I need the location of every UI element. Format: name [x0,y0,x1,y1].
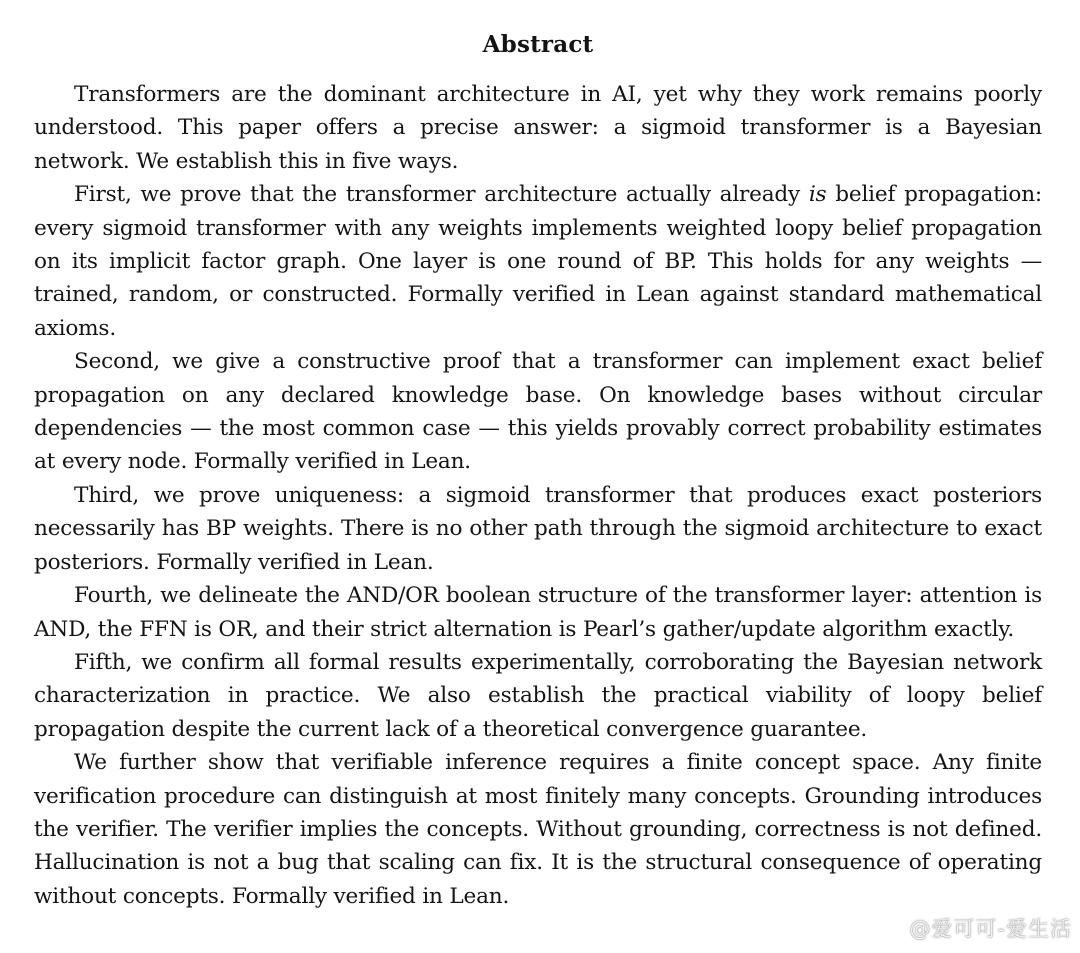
abstract-heading: Abstract [482,31,594,58]
abstract-paragraph-6: Fifth, we confirm all formal results experimentally, corroborating the Bayesian network characterization in practice. We also establish the practical viability of loopy belief propagation despite the current lack of a theoretical convergence guarantee. [34,649,1042,742]
abstract-paragraph-5: Fourth, we delineate the AND/OR boolean structure of the transformer layer: attention is AND, the FFN is OR, and their strict alternation is Pearl’s gather/update algorithm exactly. [34,583,1042,642]
abstract-paragraph-4: Third, we prove uniqueness: a sigmoid transformer that produces exact posteriors necessarily has BP weights. There is no other path through the sigmoid architecture to exact posteriors. Formally verified in Lean. [34,482,1042,575]
abstract-paragraph-2 [34,178,1042,345]
abstract-paragraph-1: Transformers are the dominant architecture in AI, yet why they work remains poorly understood. This paper offers a precise answer: a sigmoid transformer is a Bayesian network. We establish this in five ways. [34,82,1042,174]
abstract-paragraph-2-emphasis: is [808,182,827,208]
abstract-paragraph-2-before: First, we prove that the transformer architecture actually already [74,182,809,208]
abstract-paragraph-3: Second, we give a constructive proof that a transformer can implement exact belief propagation on any declared knowledge base. On knowledge bases without circular dependencies — the most common case — this yields provably correct probability estimates at every node. Formally verified in Lean. [34,349,1042,475]
weibo-watermark: @爱可可-爱生活 [909,917,1072,941]
abstract-section [34,0,1042,913]
abstract-body [34,78,1042,913]
abstract-paragraph-2-after: belief propagation: every sigmoid transformer with any weights implements weighted loopy belief propagation on its implicit factor graph. One layer is one round of BP. This holds for any weights — trained, random, or constructed. Formally verified in Lean against standard mathematical axioms. [34,182,1042,341]
abstract-paragraph-7: We further show that verifiable inference requires a finite concept space. Any finite verification procedure can distinguish at most finitely many concepts. Grounding introduces the verifier. The verifier implies the concepts. Without grounding, correctness is not defined. Hallucination is not a bug that scaling can fix. It is the structural consequence of operating without concepts. Formally verified in Lean. [34,750,1042,909]
